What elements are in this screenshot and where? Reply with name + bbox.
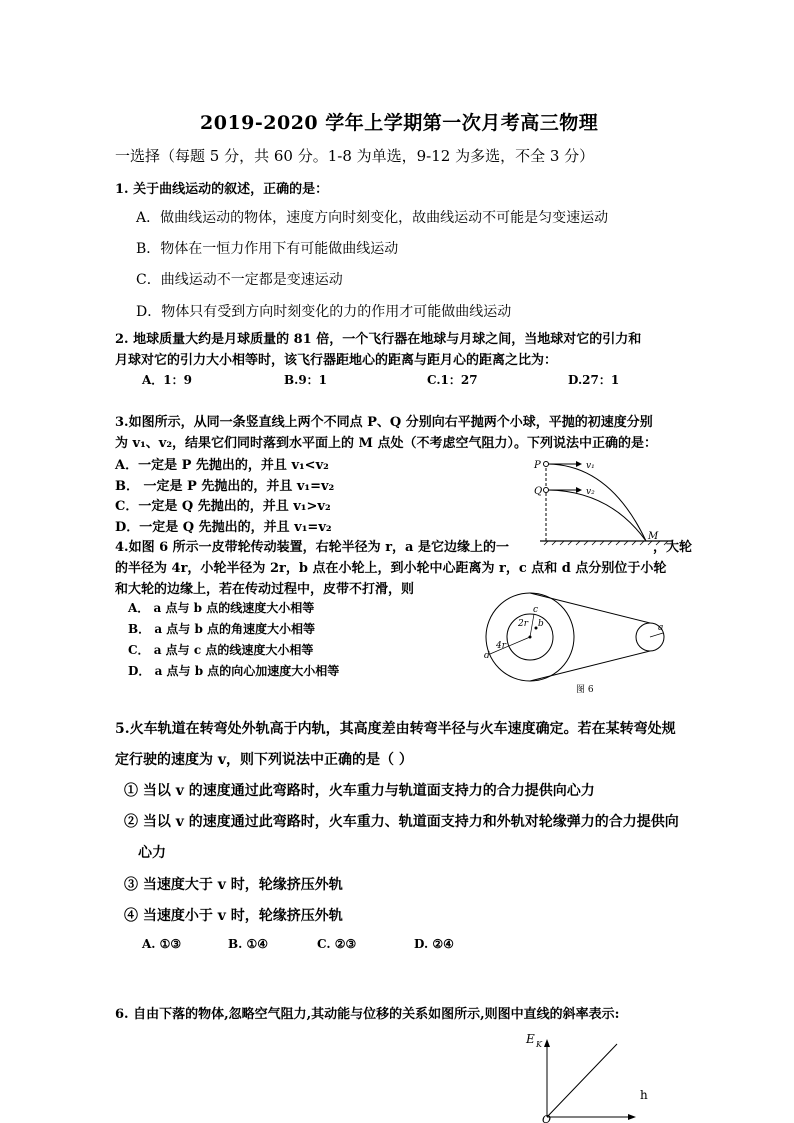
q4-belt-pulley-figure (478, 588, 678, 698)
label-q: Q (534, 486, 543, 497)
q5-item-2-cont: 心力 (138, 845, 166, 861)
label-v2: v₂ (586, 487, 595, 497)
label-ek-sub: K (536, 1040, 542, 1049)
label-2r: 2r (518, 619, 529, 629)
label-4r: 4r (496, 641, 507, 651)
q3-option-b: B． 一定是 P 先抛出的，并且 v₁=v₂ (115, 479, 335, 494)
q5-item-4: ④ 当速度小于 v 时，轮缘挤压外轨 (124, 908, 343, 924)
q2-stem-line1: 2. 地球质量大约是月球质量的 81 倍，一个飞行器在地球与月球之间，当地球对它的引力和 (115, 332, 642, 347)
q5-option-c: C. ②③ (317, 937, 357, 951)
q3-stem-line2: 为 v₁、v₂，结果它们同时落到水平面上的 M 点处（不考虑空气阻力）。下列说法中正确的是： (115, 436, 657, 451)
q5-stem-line1: 5.火车轨道在转弯处外轨高于内轨，其高度差由转弯半径与火车速度确定。若在某转弯处规 (115, 721, 676, 737)
q5-stem-line2: 定行驶的速度为 v，则下列说法中正确的是（ ） (115, 752, 413, 768)
q5-item-2: ② 当以 v 的速度通过此弯路时，火车重力、轨道面支持力和外轨对轮缘弹力的合力提供向 (124, 814, 679, 830)
q1-option-d: D．物体只有受到方向时刻变化的力的作用才可能做曲线运动 (136, 304, 512, 320)
q5-option-d: D. ②④ (414, 937, 454, 951)
q3-option-d: D．一定是 Q 先抛出的，并且 v₁=v₂ (115, 520, 332, 535)
label-p: P (534, 460, 541, 471)
q3-option-c: C．一定是 Q 先抛出的，并且 v₁>v₂ (115, 499, 331, 514)
label-d: d (484, 651, 490, 661)
label-a: a (658, 623, 664, 633)
q1-option-c: C．曲线运动不一定都是变速运动 (136, 272, 343, 288)
q4-option-c: C． a 点与 c 点的线速度大小相等 (128, 643, 314, 657)
q5-item-3: ③ 当速度大于 v 时，轮缘挤压外轨 (124, 877, 343, 893)
q1-stem: 1. 关于曲线运动的叙述，正确的是： (115, 182, 329, 197)
q4-option-d: D． a 点与 b 点的向心加速度大小相等 (128, 664, 340, 678)
q3-stem-line1: 3.如图所示，从同一条竖直线上两个不同点 P、Q 分别向右平抛两个小球，平抛的初速度分别 (115, 415, 653, 430)
label-c: c (533, 605, 539, 615)
q2-option-a: A．1：9 (142, 373, 193, 387)
label-m: M (648, 531, 659, 542)
q6-graph-figure (522, 1025, 662, 1123)
label-v1: v₁ (586, 461, 595, 471)
q6-stem: 6. 自由下落的物体,忽略空气阻力,其动能与位移的关系如图所示,则图中直线的斜率表示: (115, 1007, 620, 1022)
q2-stem-line2: 月球对它的引力大小相等时，该飞行器距地心的距离与距月心的距离之比为： (115, 353, 558, 368)
q4-stem-line1: 4.如图 6 所示一皮带轮传动装置，右轮半径为 r，a 是它边缘上的一 (115, 540, 509, 555)
q5-item-1: ① 当以 v 的速度通过此弯路时，火车重力与轨道面支持力的合力提供向心力 (124, 783, 595, 799)
q4-option-b: B． a 点与 b 点的角速度大小相等 (128, 622, 316, 636)
q2-option-d: D.27：1 (568, 373, 620, 387)
label-ek: E (526, 1032, 535, 1046)
q3-option-a: A．一定是 P 先抛出的，并且 v₁<v₂ (115, 458, 329, 473)
q1-option-a: A．做曲线运动的物体，速度方向时刻变化，故曲线运动不可能是匀变速运动 (136, 210, 609, 226)
q4-option-a: A． a 点与 b 点的线速度大小相等 (128, 601, 315, 615)
figure-caption: 图 6 (576, 685, 594, 695)
section-heading: 一选择（每题 5 分，共 60 分。1-8 为单选，9-12 为多选，不全 3 分） (115, 147, 595, 165)
page-title: 2019-2020 学年上学期第一次月考高三物理 (200, 112, 599, 134)
q4-stem-line3: 和大轮的边缘上，若在传动过程中，皮带不打滑，则 (115, 582, 415, 597)
q2-option-b: B.9：1 (284, 373, 328, 387)
label-b: b (538, 619, 544, 629)
q4-stem-line2: 的半径为 4r，小轮半径为 2r，b 点在小轮上，到小轮中心距离为 r，c 点和 d 点分别位于小轮 (115, 561, 667, 576)
label-origin: O (542, 1113, 552, 1123)
q5-option-a: A. ①③ (142, 937, 182, 951)
label-h: h (640, 1088, 648, 1102)
q5-option-b: B. ①④ (228, 937, 269, 951)
q4-stem-line1-tail: ，大轮 (653, 540, 693, 555)
q2-option-c: C.1：27 (427, 373, 478, 387)
q1-option-b: B．物体在一恒力作用下有可能做曲线运动 (136, 241, 399, 257)
